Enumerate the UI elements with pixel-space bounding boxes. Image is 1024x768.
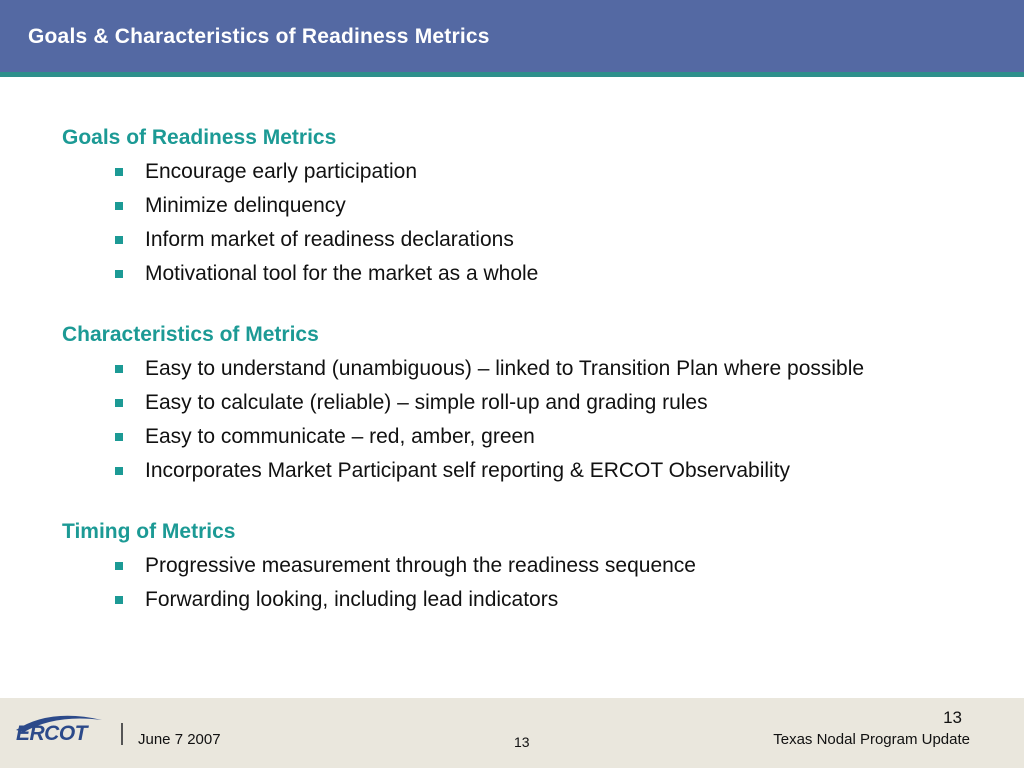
logo-text: ERCOT — [16, 722, 87, 745]
bullet-text: Easy to communicate – red, amber, green — [145, 425, 535, 448]
section-goals — [62, 124, 992, 288]
square-bullet-icon — [115, 168, 123, 176]
bullet-list — [62, 355, 992, 485]
bullet-text: Easy to understand (unambiguous) – linked to Transition Plan where possible — [145, 357, 865, 380]
square-bullet-icon — [115, 562, 123, 570]
square-bullet-icon — [115, 202, 123, 210]
bullet-text: Minimize delinquency — [145, 194, 346, 217]
slide-title: Goals & Characteristics of Readiness Metrics — [28, 25, 490, 48]
bullet-text: Forwarding looking, including lead indicators — [145, 588, 559, 611]
bullet-item — [62, 192, 992, 220]
footer-date: June 7 2007 — [138, 731, 221, 748]
slide-body — [62, 124, 992, 647]
bullet-item — [62, 158, 992, 186]
bullet-text: Encourage early participation — [145, 160, 417, 183]
square-bullet-icon — [115, 433, 123, 441]
square-bullet-icon — [115, 467, 123, 475]
bullet-text: Inform market of readiness declarations — [145, 228, 514, 251]
bullet-text: Motivational tool for the market as a whole — [145, 262, 539, 285]
bullet-list — [62, 158, 992, 288]
bullet-text: Incorporates Market Participant self reporting & ERCOT Observability — [145, 459, 791, 482]
section-characteristics — [62, 321, 992, 485]
slide-footer — [0, 698, 1024, 768]
bullet-item — [62, 586, 992, 614]
section-heading: Goals of Readiness Metrics — [62, 126, 337, 149]
bullet-item — [62, 226, 992, 254]
bullet-item — [62, 260, 992, 288]
bullet-text: Easy to calculate (reliable) – simple roll-up and grading rules — [145, 391, 708, 414]
bullet-item — [62, 552, 992, 580]
bullet-item — [62, 355, 992, 383]
square-bullet-icon — [115, 270, 123, 278]
footer-divider — [121, 723, 123, 745]
bullet-item — [62, 457, 992, 485]
section-timing — [62, 518, 992, 614]
page-number: 13 — [943, 708, 962, 727]
section-heading: Characteristics of Metrics — [62, 323, 319, 346]
bullet-list — [62, 552, 992, 614]
bullet-text: Progressive measurement through the readiness sequence — [145, 554, 696, 577]
footer-slide-number: 13 — [514, 734, 530, 750]
program-name: Texas Nodal Program Update — [773, 731, 970, 748]
header-accent-stripe — [0, 72, 1024, 77]
bullet-item — [62, 423, 992, 451]
square-bullet-icon — [115, 596, 123, 604]
square-bullet-icon — [115, 236, 123, 244]
square-bullet-icon — [115, 365, 123, 373]
square-bullet-icon — [115, 399, 123, 407]
bullet-item — [62, 389, 992, 417]
section-heading: Timing of Metrics — [62, 520, 236, 543]
slide-header — [0, 0, 1024, 77]
